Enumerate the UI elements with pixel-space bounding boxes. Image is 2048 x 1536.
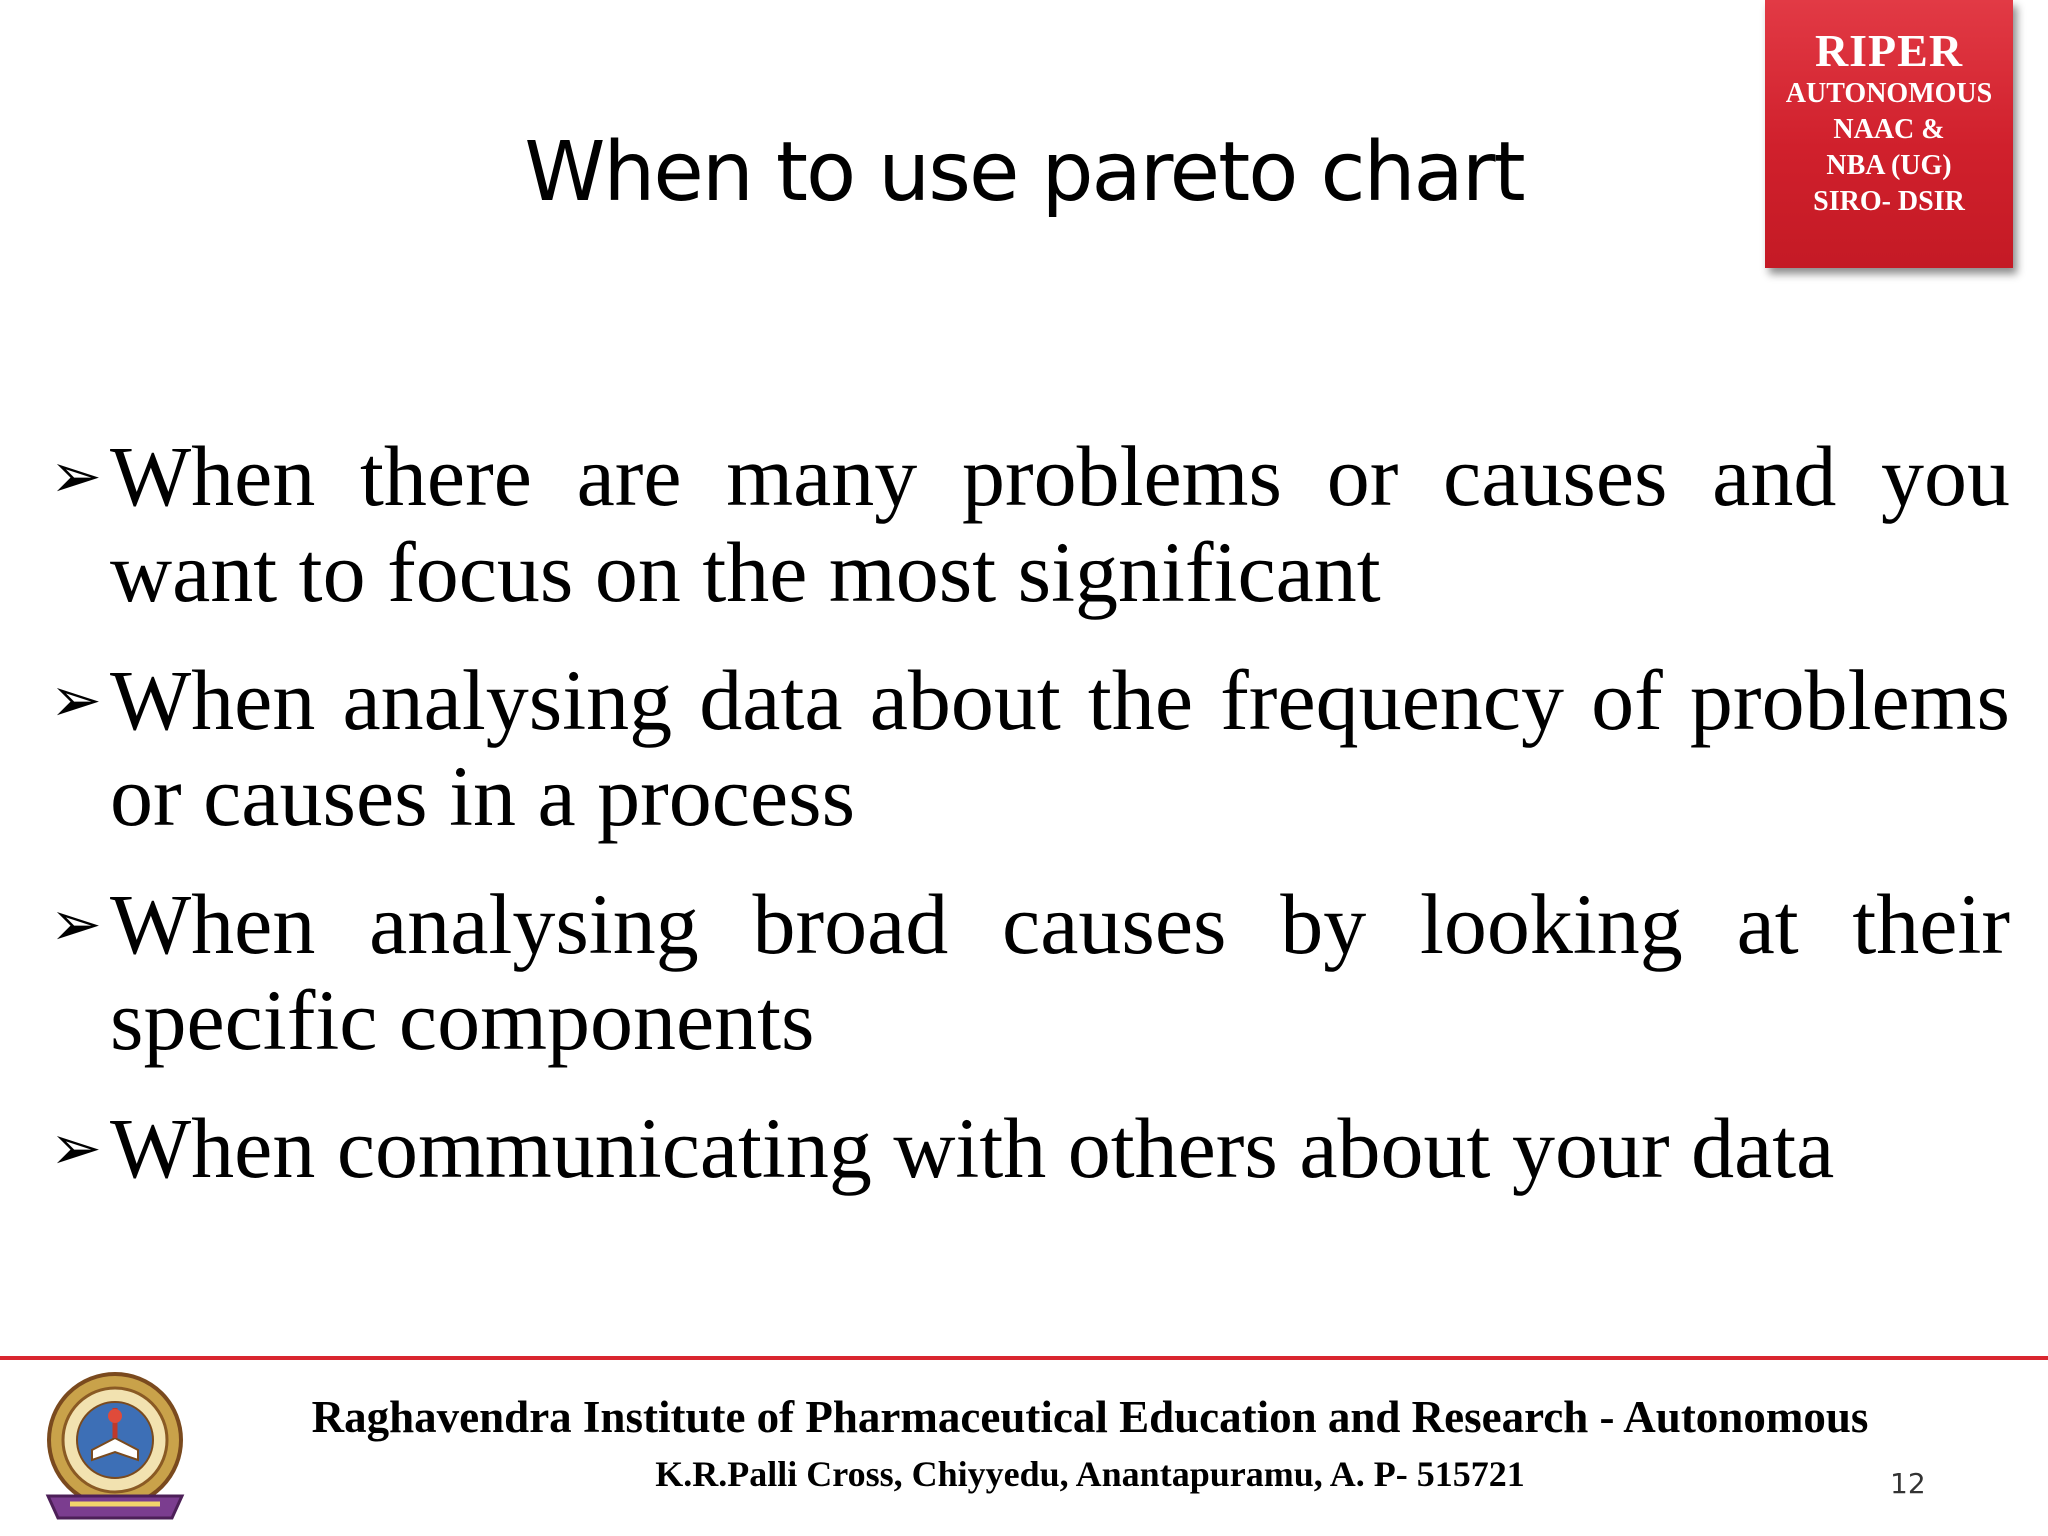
footer-institute-name: Raghavendra Institute of Pharmaceutical Education and Research - Autonomous — [311, 1392, 1869, 1442]
badge-line-nba: NBA (UG) — [1826, 150, 1952, 181]
footer-divider — [0, 1356, 2048, 1360]
accreditation-badge — [1765, 0, 2013, 268]
arrow-bullet-icon: ➢ — [50, 663, 102, 736]
bullet-list — [50, 428, 2010, 1228]
bullet-text: When there are many problems or causes and you want to focus on the most significant — [110, 428, 2010, 620]
bullet-text: When communicating with others about your data — [110, 1100, 1835, 1196]
bullet-text: When analysing broad causes by looking at their specific components — [110, 876, 2010, 1068]
institute-seal-icon — [40, 1368, 190, 1528]
bullet-text: When analysing data about the frequency of problems or causes in a process — [110, 652, 2010, 844]
arrow-bullet-icon: ➢ — [50, 439, 102, 512]
bullet-item — [50, 1100, 2010, 1196]
bullet-item — [50, 876, 2010, 1068]
badge-line-siro: SIRO- DSIR — [1813, 186, 1965, 217]
slide-title: When to use pareto chart — [524, 125, 1524, 220]
footer-address: K.R.Palli Cross, Chiyyedu, Anantapuramu, A. P- 515721 — [655, 1454, 1525, 1494]
arrow-bullet-icon: ➢ — [50, 887, 102, 960]
page-number: 12 — [1890, 1467, 1926, 1500]
badge-line-naac: NAAC & — [1833, 114, 1945, 145]
bullet-item — [50, 428, 2010, 620]
badge-line-autonomous: AUTONOMOUS — [1785, 78, 1993, 109]
badge-title: RIPER — [1814, 25, 1964, 76]
bullet-item — [50, 652, 2010, 844]
arrow-bullet-icon: ➢ — [50, 1111, 102, 1184]
